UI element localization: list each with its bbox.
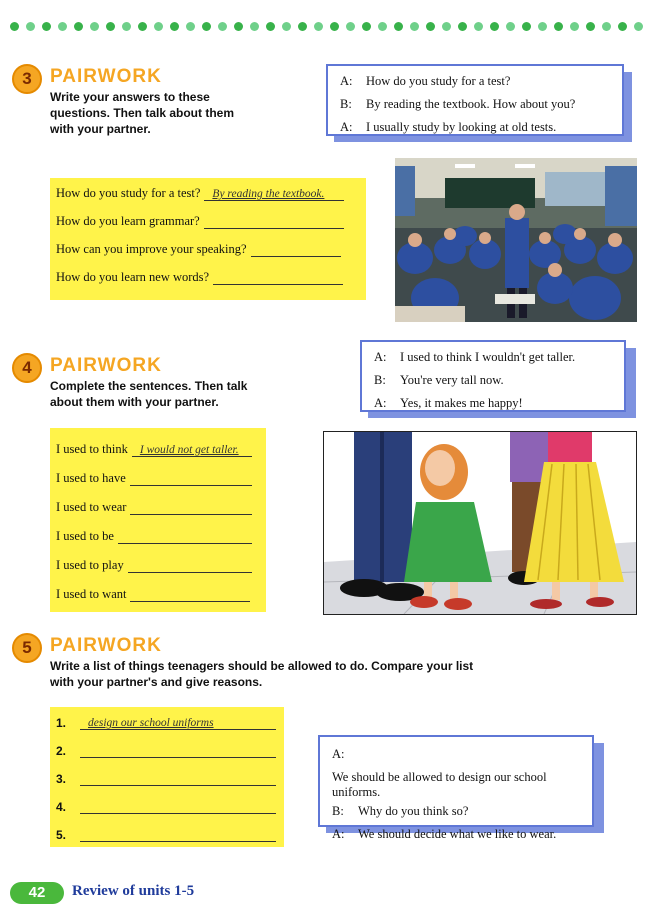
decorative-dot <box>378 22 387 31</box>
answer-line[interactable]: I would not get taller. <box>132 442 252 457</box>
section-5-number: 5 <box>12 633 42 663</box>
section-5-heading: PAIRWORK <box>50 635 162 656</box>
answer-line[interactable] <box>128 558 252 573</box>
dialog-line: B: By reading the textbook. How about you? <box>340 97 576 111</box>
dialog-line: A: How do you study for a test? <box>340 74 511 88</box>
section-3-dialog <box>326 64 638 144</box>
decorative-dot <box>26 22 35 31</box>
answer-line[interactable] <box>80 799 276 814</box>
dialog-line: A: I used to think I wouldn't get taller. <box>374 350 576 364</box>
section-3-instructions: Write your answers to these questions. Then talk about them with your partner. <box>50 90 235 136</box>
decorative-dot <box>74 22 83 31</box>
answer-line[interactable]: design our school uniforms <box>80 715 276 730</box>
dialog-line: A: We should decide what we like to wear. <box>332 827 557 841</box>
decorative-dot <box>506 22 515 31</box>
decorative-dot <box>58 22 67 31</box>
decorative-dot <box>90 22 99 31</box>
answer-line[interactable] <box>80 743 276 758</box>
decorative-dot <box>234 22 243 31</box>
section-4-heading: PAIRWORK <box>50 355 162 376</box>
answer-line[interactable] <box>80 771 276 786</box>
list-item: 4. <box>56 799 276 814</box>
sentence-row: I used to be <box>56 529 252 544</box>
decorative-dot <box>490 22 499 31</box>
section-3-number: 3 <box>12 64 42 94</box>
classroom-photo <box>395 158 637 322</box>
decorative-dot <box>474 22 483 31</box>
question-row: How do you learn grammar? <box>56 214 344 229</box>
decorative-dot <box>458 22 467 31</box>
list-item: 2. <box>56 743 276 758</box>
question-row: How do you learn new words? <box>56 270 343 285</box>
decorative-dot <box>218 22 227 31</box>
decorative-dot <box>266 22 275 31</box>
decorative-dot <box>250 22 259 31</box>
decorative-dot <box>410 22 419 31</box>
classroom-illustration <box>395 158 637 322</box>
decorative-dot <box>154 22 163 31</box>
dialog-line: A: I usually study by looking at old tests. <box>340 120 557 134</box>
decorative-dot <box>554 22 563 31</box>
decorative-dot <box>170 22 179 31</box>
decorative-dot <box>10 22 19 31</box>
page-number-badge: 42 <box>10 882 64 904</box>
decorative-dot <box>282 22 291 31</box>
answer-line[interactable] <box>80 827 276 842</box>
cartoon-people-illustration <box>324 432 636 614</box>
answer-line[interactable] <box>130 500 252 515</box>
answer-line[interactable] <box>130 471 252 486</box>
decorative-dot <box>634 22 643 31</box>
dialog-line: B: You're very tall now. <box>374 373 504 387</box>
question-row: How do you study for a test? By reading the textbook. <box>56 186 344 201</box>
decorative-dot <box>602 22 611 31</box>
decorative-dot <box>442 22 451 31</box>
decorative-dot <box>346 22 355 31</box>
decorative-dot <box>618 22 627 31</box>
cartoon-illustration <box>323 431 637 615</box>
sentence-row: I used to have <box>56 471 252 486</box>
decorative-dot <box>330 22 339 31</box>
question-row: How can you improve your speaking? <box>56 242 341 257</box>
decorative-dot <box>314 22 323 31</box>
dialog-line: B: Why do you think so? <box>332 804 469 818</box>
section-4-dialog <box>360 340 640 420</box>
dialog-line: A: Yes, it makes me happy! <box>374 396 523 410</box>
sentence-row: I used to play <box>56 558 252 573</box>
decorative-dot-row <box>10 22 650 34</box>
decorative-dot <box>522 22 531 31</box>
dialog-line: A:We should be allowed to design our school uniforms. <box>332 747 547 799</box>
section-3-question-box <box>50 178 366 300</box>
answer-line[interactable] <box>251 242 341 257</box>
footer-title: Review of units 1-5 <box>72 883 195 899</box>
decorative-dot <box>106 22 115 31</box>
answer-line[interactable] <box>130 587 250 602</box>
answer-line[interactable] <box>204 214 344 229</box>
decorative-dot <box>570 22 579 31</box>
sentence-row: I used to think I would not get taller. <box>56 442 252 457</box>
answer-line[interactable] <box>213 270 343 285</box>
section-4-instructions: Complete the sentences. Then talk about them with your partner. <box>50 379 248 409</box>
section-5-list-box <box>50 707 284 847</box>
list-item: 1. design our school uniforms <box>56 715 276 730</box>
decorative-dot <box>538 22 547 31</box>
list-item: 5. <box>56 827 276 842</box>
decorative-dot <box>586 22 595 31</box>
decorative-dot <box>394 22 403 31</box>
section-5-dialog <box>318 735 608 841</box>
answer-line[interactable]: By reading the textbook. <box>204 186 344 201</box>
section-4-sentence-box <box>50 428 266 612</box>
sentence-row: I used to wear <box>56 500 252 515</box>
decorative-dot <box>186 22 195 31</box>
section-3-heading: PAIRWORK <box>50 66 162 87</box>
section-4-number: 4 <box>12 353 42 383</box>
list-item: 3. <box>56 771 276 786</box>
decorative-dot <box>202 22 211 31</box>
decorative-dot <box>138 22 147 31</box>
sentence-row: I used to want <box>56 587 250 602</box>
answer-line[interactable] <box>118 529 252 544</box>
decorative-dot <box>362 22 371 31</box>
decorative-dot <box>298 22 307 31</box>
decorative-dot <box>426 22 435 31</box>
section-5-instructions: Write a list of things teenagers should be allowed to do. Compare your list with your partner's and give reasons. <box>50 659 474 689</box>
decorative-dot <box>42 22 51 31</box>
decorative-dot <box>122 22 131 31</box>
